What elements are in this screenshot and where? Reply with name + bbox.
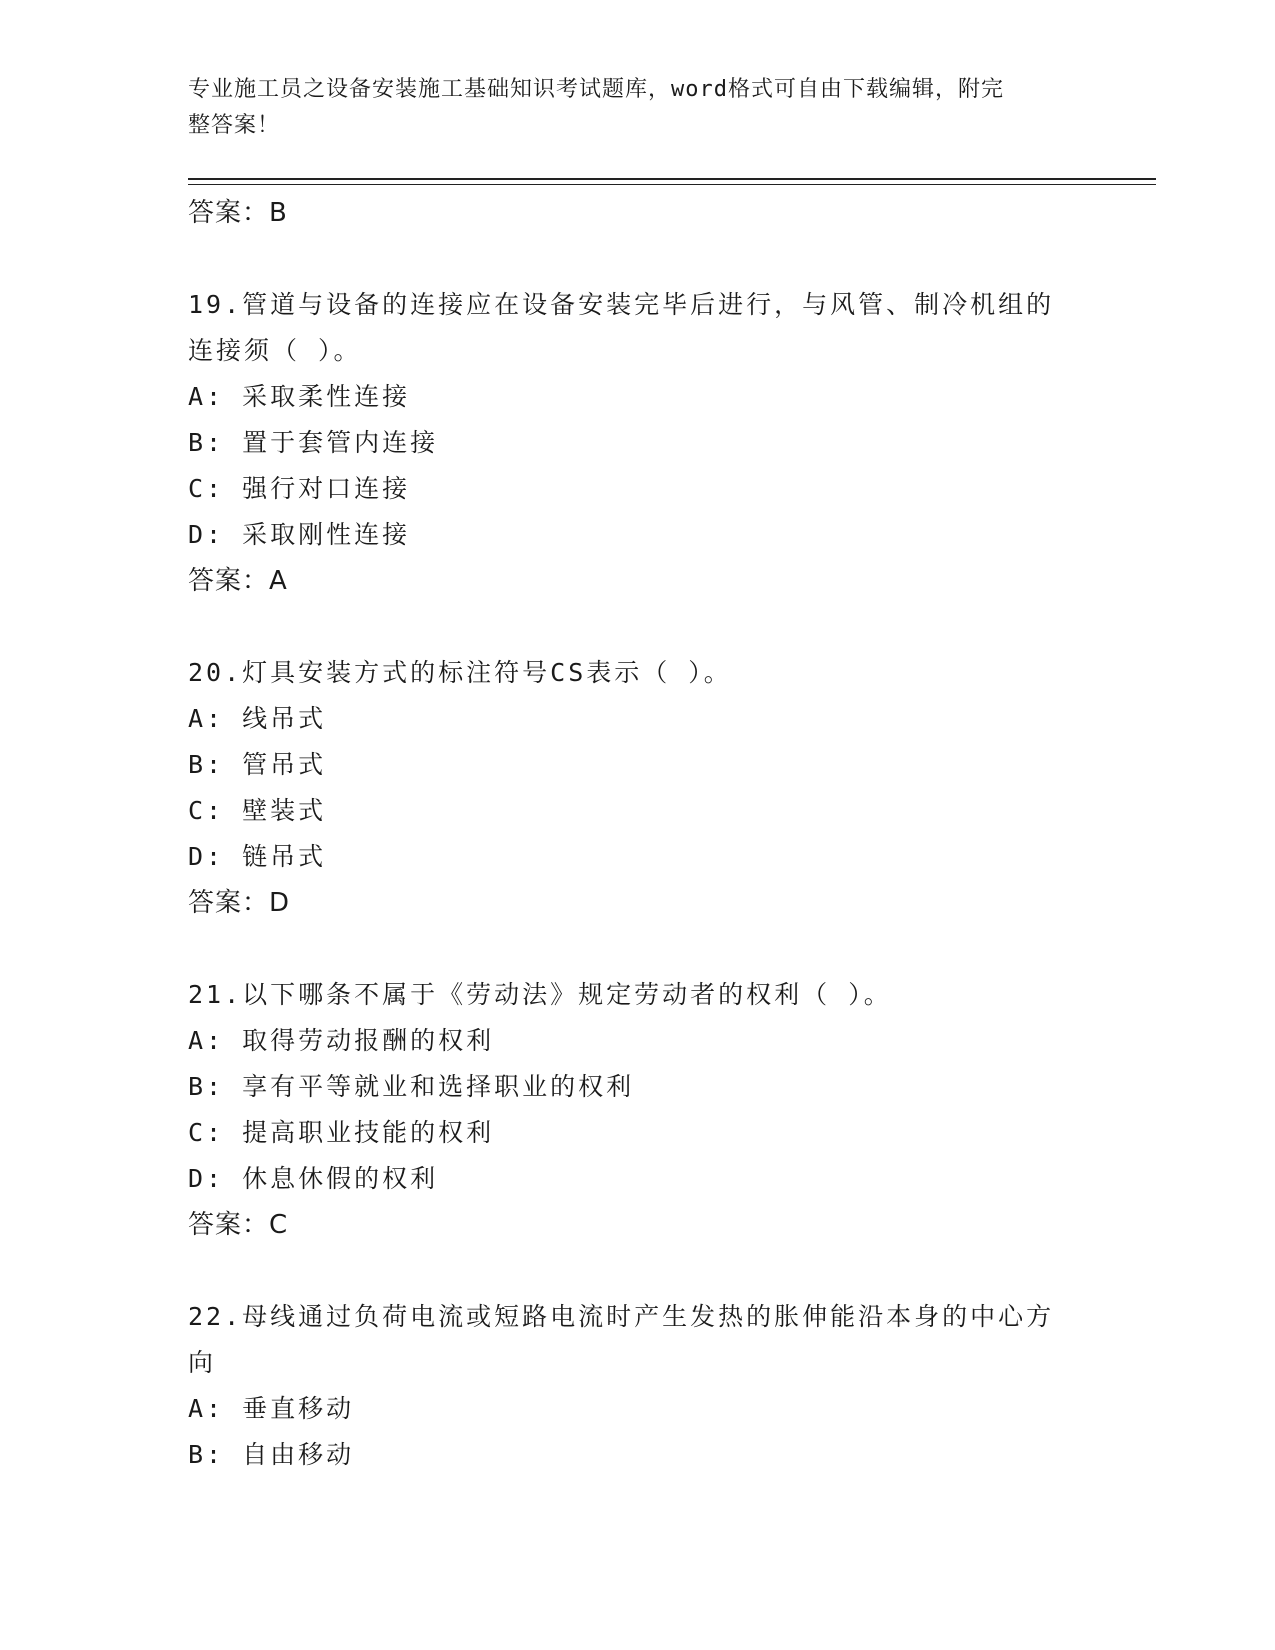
answer-previous: 答案：B bbox=[188, 198, 288, 228]
question-22-option-b: B: 自由移动 bbox=[188, 1440, 355, 1469]
question-20-option-a: A: 线吊式 bbox=[188, 704, 327, 733]
document-header bbox=[188, 72, 1088, 144]
question-22-text-line-2: 向 bbox=[188, 1348, 217, 1377]
question-19 bbox=[188, 282, 1088, 604]
question-21-option-a: A: 取得劳动报酬的权利 bbox=[188, 1026, 495, 1055]
question-20-option-b: B: 管吊式 bbox=[188, 750, 327, 779]
question-21-answer: 答案：C bbox=[188, 1210, 289, 1240]
question-20-text-line-1: 20.灯具安装方式的标注符号CS表示（ ）。 bbox=[188, 658, 732, 687]
question-22-text-line-1: 22.母线通过负荷电流或短路电流时产生发热的胀伸能沿本身的中心方 bbox=[188, 1302, 1055, 1331]
question-19-option-a: A: 采取柔性连接 bbox=[188, 382, 411, 411]
header-line-1: 专业施工员之设备安装施工基础知识考试题库，word格式可自由下载编辑，附完 bbox=[188, 77, 1004, 102]
question-19-option-b: B: 置于套管内连接 bbox=[188, 428, 439, 457]
question-19-answer: 答案：A bbox=[188, 566, 288, 596]
question-21 bbox=[188, 972, 1088, 1248]
question-21-option-b: B: 享有平等就业和选择职业的权利 bbox=[188, 1072, 635, 1101]
question-20 bbox=[188, 650, 1088, 926]
header-divider-thick bbox=[188, 178, 1156, 180]
question-21-option-d: D: 休息休假的权利 bbox=[188, 1164, 439, 1193]
question-22 bbox=[188, 1294, 1088, 1478]
question-21-option-c: C: 提高职业技能的权利 bbox=[188, 1118, 495, 1147]
header-line-2: 整答案！ bbox=[188, 113, 281, 138]
question-20-option-c: C: 壁装式 bbox=[188, 796, 327, 825]
question-19-option-c: C: 强行对口连接 bbox=[188, 474, 411, 503]
header-divider-thin bbox=[188, 184, 1156, 185]
question-list bbox=[188, 190, 1088, 1478]
question-19-option-d: D: 采取刚性连接 bbox=[188, 520, 411, 549]
question-20-answer: 答案：D bbox=[188, 888, 291, 918]
question-19-text-line-1: 19.管道与设备的连接应在设备安装完毕后进行，与风管、制冷机组的 bbox=[188, 290, 1055, 319]
question-20-option-d: D: 链吊式 bbox=[188, 842, 327, 871]
question-22-option-a: A: 垂直移动 bbox=[188, 1394, 355, 1423]
question-21-text-line-1: 21.以下哪条不属于《劳动法》规定劳动者的权利（ ）。 bbox=[188, 980, 892, 1009]
question-19-text-line-2: 连接须（ ）。 bbox=[188, 336, 362, 365]
